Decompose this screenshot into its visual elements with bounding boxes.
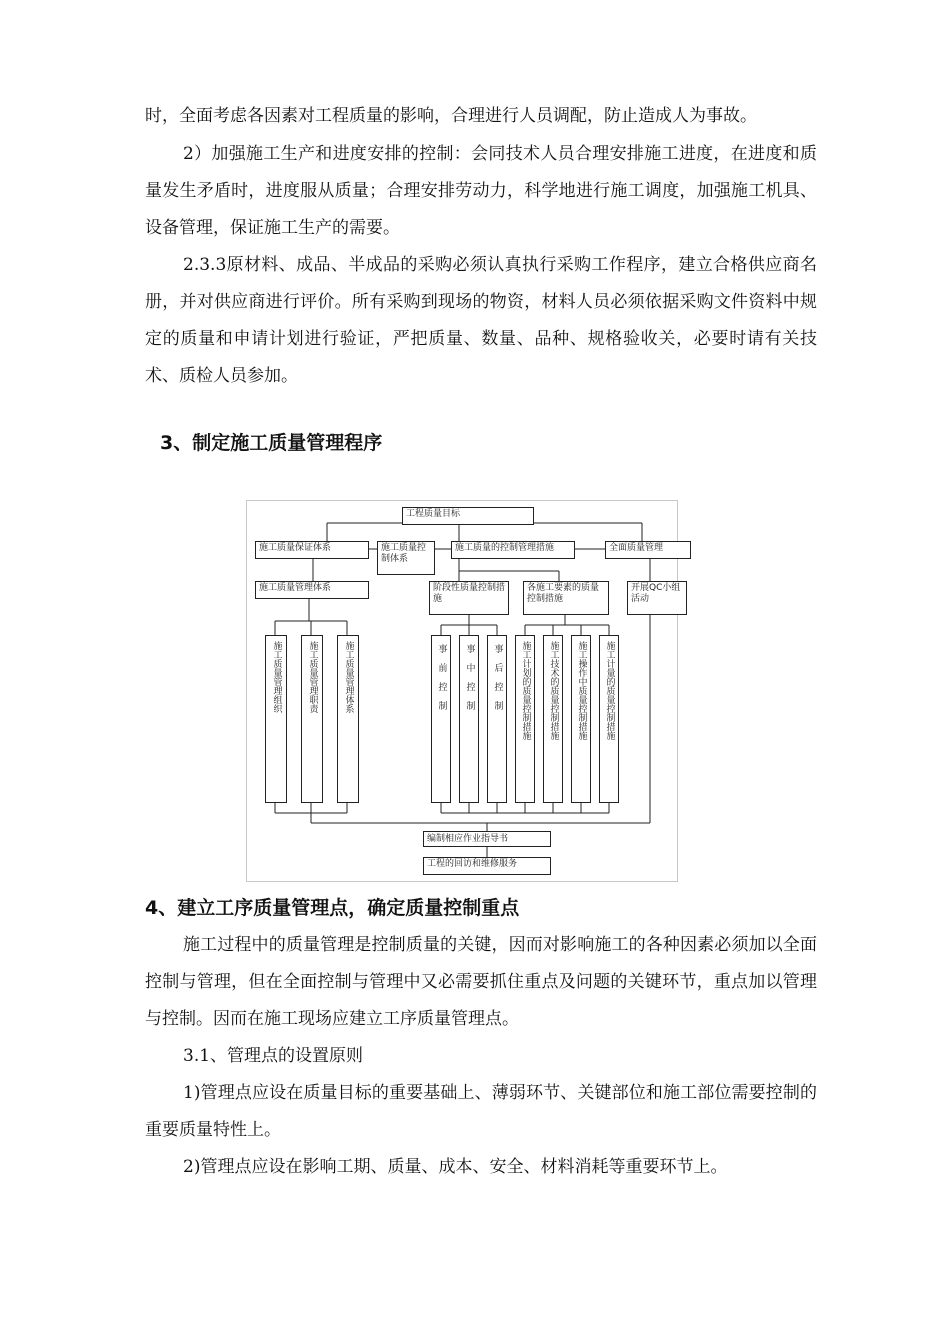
paragraph-principle-2: 2)管理点应设在影响工期、质量、成本、安全、材料消耗等重要环节上。 — [183, 1157, 728, 1177]
leaf-org: 施工质量管理组织 — [265, 635, 287, 803]
quality-procedure-flowchart — [246, 500, 681, 882]
section-4-heading: 4、建立工序质量管理点，确定质量控制重点 — [145, 897, 520, 919]
leaf-post-control: 事后控制 — [487, 635, 507, 803]
paragraph-principle-1: 1)管理点应设在质量目标的重要基础上、薄弱环节、关键部位和施工部位需要控制的重要质量特性上。 — [145, 1083, 817, 1140]
node-control-system: 施工质量控制体系 — [377, 541, 435, 575]
node-qc-activity: 开展QC小组活动 — [627, 581, 687, 615]
leaf-mid-control: 事中控制 — [459, 635, 479, 803]
node-assurance-system: 施工质量保证体系 — [255, 541, 369, 559]
leaf-pre-control: 事前控制 — [431, 635, 451, 803]
paragraph-principles-title: 3.1、管理点的设置原则 — [183, 1046, 364, 1066]
leaf-duty: 施工质量管理职责 — [301, 635, 323, 803]
leaf-plan-measures: 施工计划的质量控制措施 — [515, 635, 535, 803]
node-control-measures: 施工质量的控制管理措施 — [451, 541, 575, 559]
section-3-heading: 3、制定施工质量管理程序 — [160, 432, 383, 454]
node-follow-up-service: 工程的回访和维修服务 — [423, 857, 551, 875]
node-quality-goal: 工程质量目标 — [402, 507, 534, 525]
node-phase-measures: 阶段性质量控制措施 — [429, 581, 509, 615]
node-management-system: 施工质量管理体系 — [255, 581, 369, 599]
leaf-mgmt-sys: 施工质量管理体系 — [337, 635, 359, 803]
node-work-guide: 编制相应作业指导书 — [423, 831, 551, 847]
paragraph-process-quality: 施工过程中的质量管理是控制质量的关键，因而对影响施工的各种因素必须加以全面控制与管理，但在全面控制与管理中又必需要抓住重点及问题的关键环节，重点加以管理与控制。因而在施工现场应建立工序质量管理点。 — [145, 935, 817, 1029]
node-element-measures: 各施工要素的质量控制措施 — [523, 581, 609, 615]
leaf-meas-measures: 施工计量的质量控制措施 — [599, 635, 619, 803]
paragraph-continued: 时，全面考虑各因素对工程质量的影响，合理进行人员调配，防止造成人为事故。 — [145, 106, 757, 126]
leaf-tech-measures: 施工技术的质量控制措施 — [543, 635, 563, 803]
leaf-op-measures: 施工操作中质量控制措施 — [571, 635, 591, 803]
paragraph-procurement: 2.3.3原材料、成品、半成品的采购必须认真执行采购工作程序，建立合格供应商名册，并对供应商进行评价。所有采购到现场的物资，材料人员必须依据采购文件资料中规定的质量和申请计划进行验证，严把质量、数量、品种、规格验收关，必要时请有关技术、质检人员参加。 — [145, 255, 817, 386]
node-total-management: 全面质量管理 — [605, 541, 691, 559]
paragraph-progress-control: 2）加强施工生产和进度安排的控制：会同技术人员合理安排施工进度，在进度和质量发生矛盾时，进度服从质量；合理安排劳动力，科学地进行施工调度，加强施工机具、设备管理，保证施工生产的需要。 — [145, 144, 817, 238]
